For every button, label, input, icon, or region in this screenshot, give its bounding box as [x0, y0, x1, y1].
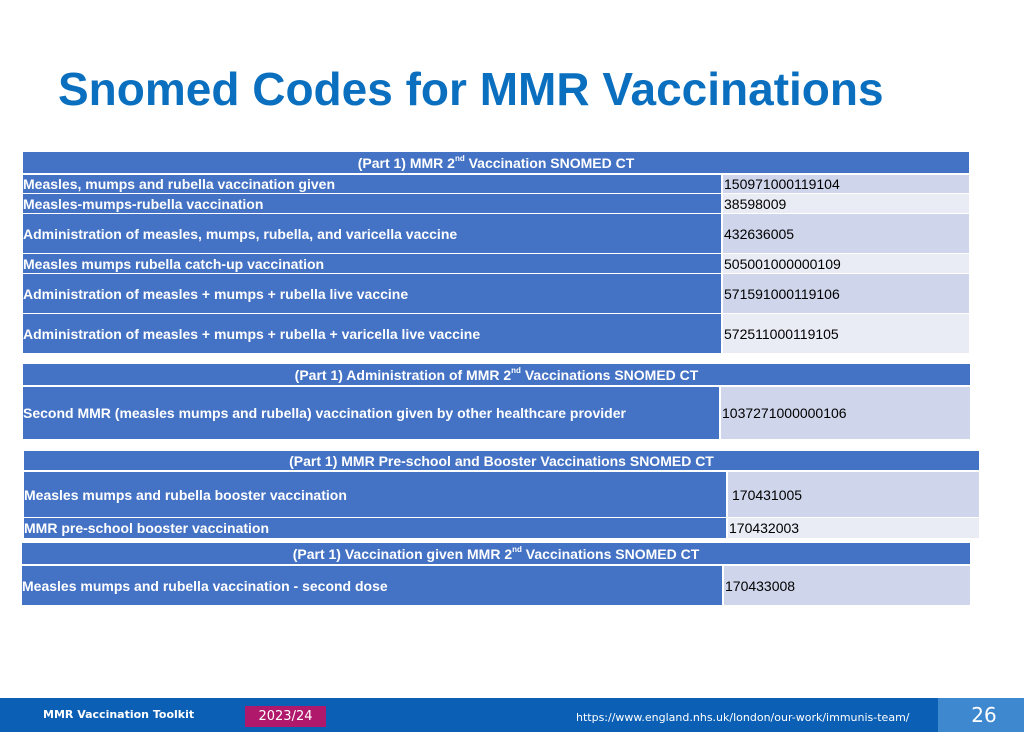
- table-row: [23, 214, 969, 254]
- table-row: [23, 254, 969, 274]
- table-header: (Part 1) Administration of MMR 2nd Vaccinations SNOMED CT: [23, 364, 970, 387]
- row-description: Measles mumps rubella catch-up vaccination: [23, 254, 723, 274]
- row-code: 432636005: [723, 214, 969, 254]
- row-code: 571591000119106: [723, 274, 969, 314]
- snomed-table-administration-mmr-2nd: [23, 364, 970, 440]
- row-code: 150971000119104: [723, 175, 969, 194]
- table-row: [23, 194, 969, 214]
- footer-toolkit-title: MMR Vaccination Toolkit: [43, 708, 195, 721]
- row-code: 170433008: [724, 566, 970, 606]
- row-description: MMR pre-school booster vaccination: [24, 518, 728, 539]
- table-row: [24, 518, 979, 539]
- page-title: Snomed Codes for MMR Vaccinations: [58, 63, 884, 115]
- table-row: [24, 472, 979, 518]
- row-description: Second MMR (measles mumps and rubella) vaccination given by other healthcare provider: [23, 387, 721, 440]
- snomed-table-preschool-booster: [24, 451, 979, 539]
- footer-bar: [0, 698, 1024, 732]
- row-code: 170432003: [728, 518, 979, 539]
- table-row: [23, 175, 969, 194]
- row-description: Administration of measles + mumps + rubella live vaccine: [23, 274, 723, 314]
- footer-url-link[interactable]: https://www.england.nhs.uk/london/our-work/immunis-team/: [576, 711, 910, 724]
- table-row: [23, 274, 969, 314]
- row-description: Measles-mumps-rubella vaccination: [23, 194, 723, 214]
- table-row: [23, 387, 970, 440]
- row-code: 1037271000000106: [721, 387, 970, 440]
- row-code: 170431005: [728, 472, 979, 518]
- row-description: Measles mumps and rubella vaccination - second dose: [22, 566, 724, 606]
- row-code: 572511000119105: [723, 314, 969, 354]
- table-row: [23, 314, 969, 354]
- table-header: (Part 1) MMR Pre-school and Booster Vaccinations SNOMED CT: [24, 451, 979, 472]
- table-row: [22, 566, 970, 606]
- row-description: Measles mumps and rubella booster vaccination: [24, 472, 728, 518]
- footer-year-badge: 2023/24: [245, 706, 326, 727]
- row-code: 505001000000109: [723, 254, 969, 274]
- row-description: Administration of measles, mumps, rubella, and varicella vaccine: [23, 214, 723, 254]
- snomed-table-vaccination-given-mmr-2nd: [22, 543, 970, 606]
- snomed-table-mmr-2nd-vaccination: [23, 152, 969, 354]
- row-description: Administration of measles + mumps + rubella + varicella live vaccine: [23, 314, 723, 354]
- row-code: 38598009: [723, 194, 969, 214]
- table-header: (Part 1) Vaccination given MMR 2nd Vaccinations SNOMED CT: [22, 543, 970, 566]
- page-number: 26: [938, 698, 1024, 732]
- table-header: (Part 1) MMR 2nd Vaccination SNOMED CT: [23, 152, 969, 175]
- row-description: Measles, mumps and rubella vaccination given: [23, 175, 723, 194]
